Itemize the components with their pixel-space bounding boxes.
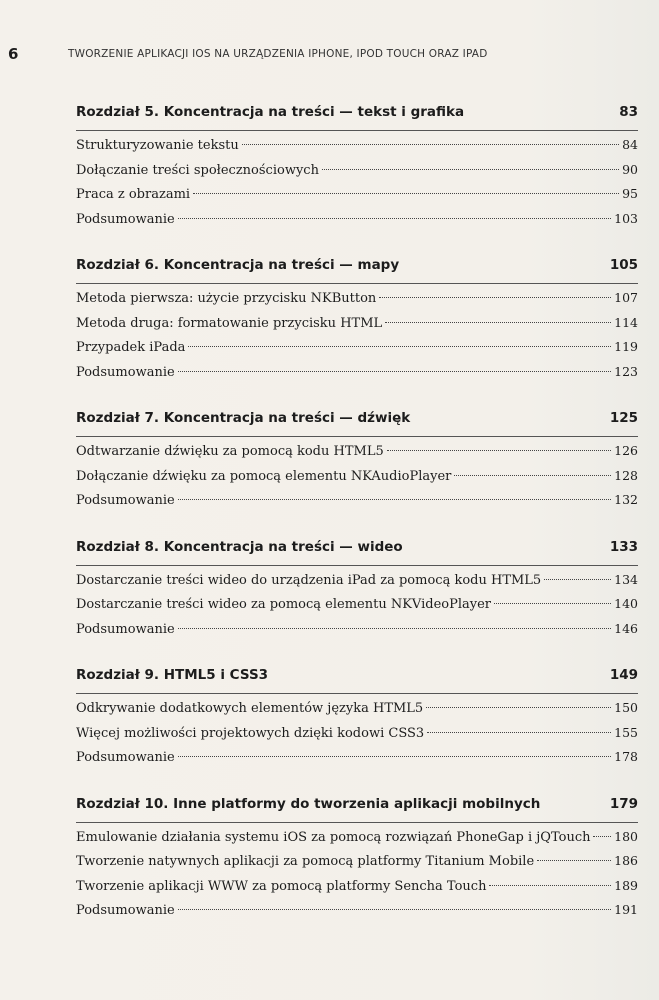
entry-title: Podsumowanie <box>76 364 175 380</box>
chapter-page: 179 <box>609 795 638 812</box>
entry-title: Emulowanie działania systemu iOS za pomocą rozwiązań PhoneGap i jQTouch <box>76 829 591 845</box>
entry-page: 123 <box>614 363 638 379</box>
entry-page: 132 <box>614 492 638 507</box>
entry-page: 155 <box>614 724 638 740</box>
chapter-heading <box>76 104 638 130</box>
toc-entry <box>76 443 638 468</box>
chapter-title: Rozdział 5. Koncentracja na treści — tekst i grafika <box>76 104 465 120</box>
chapter-heading <box>76 796 638 822</box>
entry-page: 134 <box>614 571 638 587</box>
chapter-heading <box>76 539 638 565</box>
chapter-rule <box>76 436 638 437</box>
toc-entry <box>76 137 638 162</box>
entry-title: Tworzenie natywnych aplikacji za pomocą platformy Titanium Mobile <box>76 854 535 869</box>
toc-chapter <box>76 104 638 235</box>
entry-title: Tworzenie aplikacji WWW za pomocą platformy Sencha Touch <box>76 878 487 894</box>
toc-chapter <box>76 796 638 927</box>
entry-title: Podsumowanie <box>76 903 175 918</box>
toc-entry <box>76 572 638 597</box>
chapter-title: Rozdział 10. Inne platformy do tworzenia aplikacji mobilnych <box>76 795 541 812</box>
entry-title: Metoda druga: formatowanie przycisku HTML <box>76 315 383 331</box>
toc-entry <box>76 468 638 493</box>
entry-title: Podsumowanie <box>76 750 175 765</box>
toc-entry <box>76 700 638 725</box>
chapter-page: 83 <box>619 104 638 120</box>
entry-page: 114 <box>614 314 638 330</box>
dot-leader <box>242 144 619 145</box>
dot-leader <box>379 297 611 298</box>
chapter-page: 149 <box>609 667 638 683</box>
dot-leader <box>322 169 619 170</box>
dot-leader <box>188 346 611 347</box>
toc-entry <box>76 596 638 621</box>
table-of-contents <box>76 104 638 949</box>
dot-leader <box>427 732 611 733</box>
toc-entry <box>76 492 638 517</box>
entry-page: 180 <box>614 828 638 844</box>
chapter-title: Rozdział 8. Koncentracja na treści — wideo <box>76 538 403 555</box>
toc-entry <box>76 829 638 854</box>
entry-page: 146 <box>614 620 638 636</box>
entry-title: Podsumowanie <box>76 493 175 508</box>
dot-leader <box>544 579 611 580</box>
toc-entry <box>76 749 638 774</box>
toc-chapter <box>76 410 638 517</box>
toc-entry <box>76 186 638 211</box>
entry-title: Strukturyzowanie tekstu <box>76 138 239 153</box>
toc-entry <box>76 315 638 340</box>
running-title: TWORZENIE APLIKACJI IOS NA URZĄDZENIA IPHONE, IPOD TOUCH ORAZ IPAD <box>68 48 488 60</box>
dot-leader <box>178 909 611 910</box>
entry-title: Metoda pierwsza: użycie przycisku NKButton <box>76 291 377 306</box>
chapter-page: 125 <box>609 410 638 426</box>
dot-leader <box>454 475 611 476</box>
entry-title: Dostarczanie treści wideo do urządzenia iPad za pomocą kodu HTML5 <box>76 572 542 588</box>
dot-leader <box>537 860 611 861</box>
entry-title: Więcej możliwości projektowych dzięki kodowi CSS3 <box>76 725 425 741</box>
entry-title: Dostarczanie treści wideo za pomocą elementu NKVideoPlayer <box>76 597 491 612</box>
page-number: 6 <box>8 45 19 63</box>
chapter-page: 133 <box>609 538 638 555</box>
dot-leader <box>193 193 619 194</box>
dot-leader <box>178 218 611 219</box>
entry-title: Dołączanie treści społecznościowych <box>76 162 319 178</box>
dot-leader <box>593 836 611 837</box>
chapter-rule <box>76 693 638 694</box>
dot-leader <box>178 756 611 757</box>
toc-entry <box>76 878 638 903</box>
entry-page: 178 <box>614 749 638 764</box>
dot-leader <box>387 450 611 451</box>
entry-title: Praca z obrazami <box>76 187 191 202</box>
toc-entry <box>76 364 638 389</box>
entry-page: 95 <box>622 186 638 201</box>
toc-chapter <box>76 257 638 388</box>
toc-entry <box>76 162 638 187</box>
entry-title: Podsumowanie <box>76 621 175 637</box>
entry-title: Przypadek iPada <box>76 340 186 355</box>
chapter-page: 105 <box>609 257 638 273</box>
chapter-rule <box>76 130 638 131</box>
toc-entry <box>76 853 638 878</box>
toc-entry <box>76 211 638 236</box>
chapter-heading <box>76 410 638 436</box>
entry-title: Dołączanie dźwięku za pomocą elementu NKAudioPlayer <box>76 468 452 484</box>
entry-page: 103 <box>614 210 638 226</box>
chapter-rule <box>76 283 638 284</box>
toc-entry <box>76 902 638 927</box>
entry-page: 90 <box>622 161 638 177</box>
entry-title: Podsumowanie <box>76 211 175 227</box>
entry-page: 128 <box>614 467 638 483</box>
chapter-rule <box>76 822 638 823</box>
entry-page: 191 <box>614 902 638 917</box>
entry-page: 140 <box>614 596 638 611</box>
page-header <box>8 44 639 64</box>
toc-entry <box>76 290 638 315</box>
toc-chapter <box>76 539 638 646</box>
chapter-title: Rozdział 6. Koncentracja na treści — mapy <box>76 257 400 273</box>
toc-entry <box>76 339 638 364</box>
dot-leader <box>494 603 611 604</box>
dot-leader <box>178 371 611 372</box>
chapter-title: Rozdział 9. HTML5 i CSS3 <box>76 667 269 683</box>
toc-entry <box>76 725 638 750</box>
dot-leader <box>426 707 611 708</box>
dot-leader <box>178 628 611 629</box>
chapter-heading <box>76 257 638 283</box>
toc-entry <box>76 621 638 646</box>
entry-page: 119 <box>614 339 638 354</box>
entry-page: 126 <box>614 443 638 458</box>
dot-leader <box>489 885 611 886</box>
entry-page: 84 <box>622 137 638 152</box>
chapter-rule <box>76 565 638 566</box>
entry-title: Odtwarzanie dźwięku za pomocą kodu HTML5 <box>76 444 384 459</box>
chapter-heading <box>76 667 638 693</box>
chapter-title: Rozdział 7. Koncentracja na treści — dźwięk <box>76 410 411 426</box>
dot-leader <box>178 499 611 500</box>
dot-leader <box>385 322 611 323</box>
entry-page: 186 <box>614 853 638 868</box>
entry-title: Odkrywanie dodatkowych elementów języka HTML5 <box>76 701 424 716</box>
entry-page: 107 <box>614 290 638 305</box>
toc-chapter <box>76 667 638 774</box>
entry-page: 150 <box>614 700 638 715</box>
entry-page: 189 <box>614 877 638 893</box>
